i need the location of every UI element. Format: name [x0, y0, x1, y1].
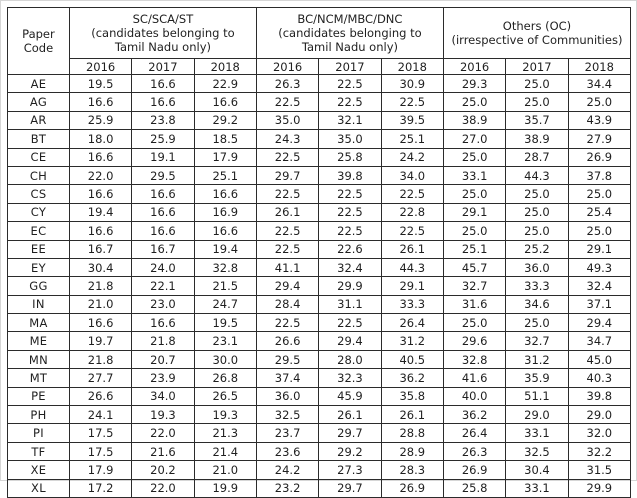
year-header: 2018 [194, 59, 256, 75]
paper-code-header-line: Code [23, 41, 54, 55]
group-header-sc-sca-st [69, 8, 256, 59]
cutoff-value-cell: 26.1 [381, 406, 443, 424]
cutoff-value-cell: 16.6 [194, 93, 256, 111]
cutoff-value-cell: 21.0 [69, 295, 131, 313]
group-header-line: (candidates belonging to [91, 26, 235, 40]
table-header [8, 8, 631, 75]
table-row [8, 295, 631, 313]
cutoff-value-cell: 51.1 [506, 387, 568, 405]
paper-code-cell: AG [8, 93, 70, 111]
cutoff-value-cell: 29.5 [132, 166, 194, 184]
table-row [8, 111, 631, 129]
year-header: 2016 [256, 59, 318, 75]
table-row [8, 332, 631, 350]
cutoff-value-cell: 22.5 [319, 93, 381, 111]
cutoff-value-cell: 38.9 [506, 130, 568, 148]
paper-code-cell: CE [8, 148, 70, 166]
cutoff-value-cell: 31.2 [506, 350, 568, 368]
table-row [8, 185, 631, 203]
paper-code-cell: MT [8, 369, 70, 387]
year-header: 2017 [132, 59, 194, 75]
cutoff-value-cell: 38.9 [443, 111, 505, 129]
paper-code-cell: GG [8, 277, 70, 295]
cutoff-value-cell: 26.6 [256, 332, 318, 350]
cutoff-value-cell: 39.8 [568, 387, 630, 405]
cutoff-value-cell: 16.6 [132, 75, 194, 93]
cutoff-value-cell: 22.5 [381, 222, 443, 240]
cutoff-value-cell: 43.9 [568, 111, 630, 129]
table-row [8, 350, 631, 368]
cutoff-value-cell: 28.7 [506, 148, 568, 166]
cutoff-value-cell: 25.0 [506, 185, 568, 203]
cutoff-value-cell: 19.4 [69, 203, 131, 221]
cutoff-value-cell: 29.6 [443, 332, 505, 350]
table-row [8, 166, 631, 184]
cutoff-value-cell: 22.5 [319, 203, 381, 221]
cutoff-value-cell: 32.7 [443, 277, 505, 295]
table-row [8, 387, 631, 405]
cutoff-value-cell: 16.7 [69, 240, 131, 258]
cutoff-value-cell: 30.4 [69, 258, 131, 276]
cutoff-value-cell: 16.6 [69, 93, 131, 111]
cutoff-value-cell: 17.2 [69, 479, 131, 497]
cutoff-value-cell: 25.0 [568, 185, 630, 203]
cutoff-value-cell: 34.0 [132, 387, 194, 405]
cutoff-value-cell: 41.1 [256, 258, 318, 276]
paper-code-cell: TF [8, 442, 70, 460]
cutoff-value-cell: 22.5 [319, 314, 381, 332]
cutoff-value-cell: 36.2 [443, 406, 505, 424]
cutoff-value-cell: 33.1 [506, 424, 568, 442]
cutoff-value-cell: 23.1 [194, 332, 256, 350]
cutoff-value-cell: 16.6 [69, 222, 131, 240]
cutoff-value-cell: 27.7 [69, 369, 131, 387]
cutoff-value-cell: 26.6 [69, 387, 131, 405]
cutoff-value-cell: 39.5 [381, 111, 443, 129]
cutoff-value-cell: 16.6 [132, 93, 194, 111]
table-row [8, 258, 631, 276]
cutoff-value-cell: 29.3 [443, 75, 505, 93]
cutoff-value-cell: 29.5 [256, 350, 318, 368]
cutoff-value-cell: 37.1 [568, 295, 630, 313]
cutoff-value-cell: 21.8 [69, 277, 131, 295]
cutoff-value-cell: 36.0 [506, 258, 568, 276]
table-row [8, 148, 631, 166]
cutoff-value-cell: 25.1 [381, 130, 443, 148]
cutoff-value-cell: 33.3 [506, 277, 568, 295]
cutoff-value-cell: 27.9 [568, 130, 630, 148]
cutoff-value-cell: 39.8 [319, 166, 381, 184]
cutoff-value-cell: 22.5 [319, 222, 381, 240]
cutoff-value-cell: 21.5 [194, 277, 256, 295]
cutoff-value-cell: 32.4 [319, 258, 381, 276]
cutoff-value-cell: 22.5 [381, 93, 443, 111]
cutoff-value-cell: 25.0 [568, 222, 630, 240]
cutoff-value-cell: 25.9 [132, 130, 194, 148]
cutoff-value-cell: 22.5 [256, 240, 318, 258]
cutoff-value-cell: 22.9 [194, 75, 256, 93]
paper-code-header-line: Paper [22, 27, 55, 41]
year-header: 2016 [443, 59, 505, 75]
cutoff-value-cell: 19.3 [194, 406, 256, 424]
table-row [8, 203, 631, 221]
cutoff-value-cell: 44.3 [506, 166, 568, 184]
group-header-others-oc [443, 8, 630, 59]
cutoff-value-cell: 19.7 [69, 332, 131, 350]
cutoff-value-cell: 16.6 [132, 203, 194, 221]
cutoff-value-cell: 35.9 [506, 369, 568, 387]
table-row [8, 314, 631, 332]
cutoff-value-cell: 32.5 [256, 406, 318, 424]
cutoff-value-cell: 21.0 [194, 461, 256, 479]
cutoff-value-cell: 34.4 [568, 75, 630, 93]
cutoff-value-cell: 25.4 [568, 203, 630, 221]
cutoff-value-cell: 29.1 [568, 240, 630, 258]
cutoff-value-cell: 29.1 [443, 203, 505, 221]
paper-code-cell: CH [8, 166, 70, 184]
paper-code-cell: XL [8, 479, 70, 497]
group-header-line: SC/SCA/ST [132, 12, 194, 26]
table-row [8, 406, 631, 424]
paper-code-cell: EC [8, 222, 70, 240]
cutoff-value-cell: 32.5 [506, 442, 568, 460]
cutoff-value-cell: 31.2 [381, 332, 443, 350]
cutoff-value-cell: 27.3 [319, 461, 381, 479]
cutoff-value-cell: 16.6 [132, 185, 194, 203]
cutoff-value-cell: 19.5 [69, 75, 131, 93]
cutoff-value-cell: 23.2 [256, 479, 318, 497]
cutoff-value-cell: 40.0 [443, 387, 505, 405]
cutoff-value-cell: 26.3 [443, 442, 505, 460]
cutoff-value-cell: 22.5 [256, 148, 318, 166]
cutoff-value-cell: 40.5 [381, 350, 443, 368]
cutoff-value-cell: 32.7 [506, 332, 568, 350]
table-row [8, 461, 631, 479]
cutoff-value-cell: 40.3 [568, 369, 630, 387]
cutoff-value-cell: 36.0 [256, 387, 318, 405]
group-header-line: (irrespective of Communities) [451, 33, 623, 47]
cutoff-value-cell: 23.9 [132, 369, 194, 387]
cutoff-value-cell: 26.8 [194, 369, 256, 387]
cutoff-value-cell: 25.0 [506, 222, 568, 240]
year-header-row [8, 59, 631, 75]
cutoff-value-cell: 24.1 [69, 406, 131, 424]
cutoff-value-cell: 44.3 [381, 258, 443, 276]
group-header-bc-ncm-mbc-dnc [256, 8, 443, 59]
paper-code-cell: PI [8, 424, 70, 442]
cutoff-value-cell: 22.0 [132, 424, 194, 442]
cutoff-value-cell: 24.3 [256, 130, 318, 148]
cutoff-value-cell: 35.0 [319, 130, 381, 148]
paper-code-cell: AE [8, 75, 70, 93]
cutoff-value-cell: 25.2 [506, 240, 568, 258]
cutoff-value-cell: 31.1 [319, 295, 381, 313]
cutoff-value-cell: 23.8 [132, 111, 194, 129]
cutoff-value-cell: 29.4 [568, 314, 630, 332]
cutoff-value-cell: 30.9 [381, 75, 443, 93]
cutoff-value-cell: 27.0 [443, 130, 505, 148]
cutoff-value-cell: 24.7 [194, 295, 256, 313]
cutoff-value-cell: 21.6 [132, 442, 194, 460]
group-header-line: (candidates belonging to [278, 26, 422, 40]
cutoff-value-cell: 29.7 [256, 166, 318, 184]
cutoff-value-cell: 20.7 [132, 350, 194, 368]
cutoff-value-cell: 32.4 [568, 277, 630, 295]
cutoff-value-cell: 25.0 [443, 148, 505, 166]
cutoff-value-cell: 28.9 [381, 442, 443, 460]
table-row [8, 240, 631, 258]
cutoff-value-cell: 22.5 [256, 185, 318, 203]
cutoff-value-cell: 16.7 [132, 240, 194, 258]
group-header-line: Others (OC) [502, 19, 572, 33]
cutoff-value-cell: 17.9 [69, 461, 131, 479]
cutoff-value-cell: 22.0 [132, 479, 194, 497]
paper-code-cell: BT [8, 130, 70, 148]
table-row [8, 369, 631, 387]
group-header-line: Tamil Nadu only) [301, 40, 398, 54]
cutoff-value-cell: 19.1 [132, 148, 194, 166]
cutoff-value-cell: 29.7 [319, 479, 381, 497]
cutoff-value-cell: 36.2 [381, 369, 443, 387]
cutoff-value-cell: 25.0 [506, 203, 568, 221]
cutoff-value-cell: 18.5 [194, 130, 256, 148]
cutoff-value-cell: 41.6 [443, 369, 505, 387]
paper-code-cell: CY [8, 203, 70, 221]
paper-code-cell: PE [8, 387, 70, 405]
cutoff-value-cell: 17.5 [69, 442, 131, 460]
cutoff-value-cell: 22.8 [381, 203, 443, 221]
cutoff-value-cell: 49.3 [568, 258, 630, 276]
cutoff-value-cell: 32.8 [194, 258, 256, 276]
cutoff-value-cell: 25.0 [443, 314, 505, 332]
group-header-line: BC/NCM/MBC/DNC [297, 12, 403, 26]
cutoff-value-cell: 34.0 [381, 166, 443, 184]
cutoff-value-cell: 24.2 [256, 461, 318, 479]
cutoff-value-cell: 45.9 [319, 387, 381, 405]
cutoff-value-cell: 30.0 [194, 350, 256, 368]
year-header: 2017 [319, 59, 381, 75]
cutoff-value-cell: 33.1 [506, 479, 568, 497]
table-row [8, 424, 631, 442]
cutoff-value-cell: 23.0 [132, 295, 194, 313]
cutoff-value-cell: 16.6 [69, 148, 131, 166]
cutoff-value-cell: 21.3 [194, 424, 256, 442]
group-header-line: Tamil Nadu only) [114, 40, 211, 54]
cutoff-value-cell: 21.8 [132, 332, 194, 350]
cutoff-value-cell: 16.6 [132, 222, 194, 240]
cutoff-value-cell: 22.1 [132, 277, 194, 295]
cutoff-value-cell: 45.7 [443, 258, 505, 276]
cutoff-value-cell: 33.3 [381, 295, 443, 313]
cutoff-value-cell: 16.6 [69, 314, 131, 332]
paper-code-cell: MA [8, 314, 70, 332]
cutoff-value-cell: 26.9 [381, 479, 443, 497]
cutoff-value-cell: 28.0 [319, 350, 381, 368]
cutoff-value-cell: 33.1 [443, 166, 505, 184]
cutoff-value-cell: 25.8 [443, 479, 505, 497]
year-header: 2018 [381, 59, 443, 75]
cutoff-value-cell: 31.5 [568, 461, 630, 479]
cutoff-value-cell: 45.0 [568, 350, 630, 368]
table-row [8, 479, 631, 497]
cutoff-value-cell: 32.8 [443, 350, 505, 368]
cutoff-value-cell: 25.0 [568, 93, 630, 111]
paper-code-cell: AR [8, 111, 70, 129]
cutoff-value-cell: 19.3 [132, 406, 194, 424]
cutoff-value-cell: 34.6 [506, 295, 568, 313]
cutoff-value-cell: 23.7 [256, 424, 318, 442]
cutoff-value-cell: 25.0 [443, 93, 505, 111]
cutoff-value-cell: 29.4 [256, 277, 318, 295]
cutoff-value-cell: 16.9 [194, 203, 256, 221]
cutoff-value-cell: 26.9 [568, 148, 630, 166]
cutoff-value-cell: 22.5 [319, 75, 381, 93]
cutoff-value-cell: 31.6 [443, 295, 505, 313]
table-row [8, 130, 631, 148]
cutoff-value-cell: 29.0 [506, 406, 568, 424]
cutoff-value-cell: 17.9 [194, 148, 256, 166]
cutoff-value-cell: 28.4 [256, 295, 318, 313]
cutoff-value-cell: 22.5 [256, 93, 318, 111]
cutoff-value-cell: 16.6 [194, 185, 256, 203]
paper-code-cell: IN [8, 295, 70, 313]
table-row [8, 442, 631, 460]
cutoff-value-cell: 35.0 [256, 111, 318, 129]
cutoff-value-cell: 25.8 [319, 148, 381, 166]
cutoff-value-cell: 16.6 [69, 185, 131, 203]
cutoff-value-cell: 37.4 [256, 369, 318, 387]
paper-code-cell: EY [8, 258, 70, 276]
cutoff-value-cell: 35.8 [381, 387, 443, 405]
cutoff-value-cell: 22.5 [381, 185, 443, 203]
cutoff-value-cell: 25.0 [506, 314, 568, 332]
cutoff-value-cell: 37.8 [568, 166, 630, 184]
cutoff-value-cell: 16.6 [132, 314, 194, 332]
cutoff-value-cell: 25.9 [69, 111, 131, 129]
cutoff-value-cell: 22.5 [319, 185, 381, 203]
cutoff-value-cell: 30.4 [506, 461, 568, 479]
table-row [8, 75, 631, 93]
paper-code-header [8, 8, 70, 75]
table-body [8, 75, 631, 498]
cutoff-value-cell: 29.1 [381, 277, 443, 295]
cutoff-value-cell: 25.0 [506, 75, 568, 93]
paper-code-cell: ME [8, 332, 70, 350]
cutoff-value-cell: 32.2 [568, 442, 630, 460]
cutoff-value-cell: 26.9 [443, 461, 505, 479]
cutoff-value-cell: 35.7 [506, 111, 568, 129]
cutoff-value-cell: 19.9 [194, 479, 256, 497]
cutoff-value-cell: 20.2 [132, 461, 194, 479]
year-header: 2016 [69, 59, 131, 75]
cutoff-value-cell: 22.0 [69, 166, 131, 184]
cutoff-value-cell: 16.6 [194, 222, 256, 240]
cutoff-value-cell: 29.9 [568, 479, 630, 497]
table-row [8, 277, 631, 295]
cutoff-value-cell: 18.0 [69, 130, 131, 148]
cutoff-value-cell: 28.8 [381, 424, 443, 442]
cutoff-value-cell: 25.0 [506, 93, 568, 111]
cutoff-value-cell: 32.3 [319, 369, 381, 387]
cutoff-value-cell: 23.6 [256, 442, 318, 460]
cutoff-value-cell: 26.3 [256, 75, 318, 93]
cutoff-value-cell: 21.4 [194, 442, 256, 460]
cutoff-value-cell: 28.3 [381, 461, 443, 479]
cutoff-value-cell: 25.1 [194, 166, 256, 184]
cutoff-value-cell: 26.1 [319, 406, 381, 424]
cutoff-value-cell: 26.4 [381, 314, 443, 332]
cutoff-value-cell: 29.4 [319, 332, 381, 350]
cutoff-marks-table [7, 7, 631, 498]
year-header: 2018 [568, 59, 630, 75]
cutoff-value-cell: 25.0 [443, 222, 505, 240]
paper-code-cell: EE [8, 240, 70, 258]
cutoff-value-cell: 22.5 [256, 314, 318, 332]
cutoff-value-cell: 19.5 [194, 314, 256, 332]
cutoff-value-cell: 22.5 [256, 222, 318, 240]
paper-code-cell: CS [8, 185, 70, 203]
cutoff-value-cell: 34.7 [568, 332, 630, 350]
cutoff-value-cell: 29.2 [194, 111, 256, 129]
group-header-row [8, 8, 631, 59]
cutoff-value-cell: 32.0 [568, 424, 630, 442]
cutoff-value-cell: 22.6 [319, 240, 381, 258]
paper-code-cell: MN [8, 350, 70, 368]
cutoff-value-cell: 26.1 [381, 240, 443, 258]
cutoff-value-cell: 24.2 [381, 148, 443, 166]
cutoff-value-cell: 29.7 [319, 424, 381, 442]
cutoff-value-cell: 24.0 [132, 258, 194, 276]
cutoff-value-cell: 29.0 [568, 406, 630, 424]
cutoff-value-cell: 32.1 [319, 111, 381, 129]
cutoff-value-cell: 25.1 [443, 240, 505, 258]
cutoff-value-cell: 19.4 [194, 240, 256, 258]
cutoff-value-cell: 29.9 [319, 277, 381, 295]
cutoff-value-cell: 26.4 [443, 424, 505, 442]
table-row [8, 93, 631, 111]
paper-code-cell: PH [8, 406, 70, 424]
table-row [8, 222, 631, 240]
cutoff-value-cell: 17.5 [69, 424, 131, 442]
year-header: 2017 [506, 59, 568, 75]
cutoff-value-cell: 21.8 [69, 350, 131, 368]
cutoff-value-cell: 26.5 [194, 387, 256, 405]
cutoff-value-cell: 26.1 [256, 203, 318, 221]
cutoff-value-cell: 29.2 [319, 442, 381, 460]
cutoff-value-cell: 25.0 [443, 185, 505, 203]
paper-code-cell: XE [8, 461, 70, 479]
